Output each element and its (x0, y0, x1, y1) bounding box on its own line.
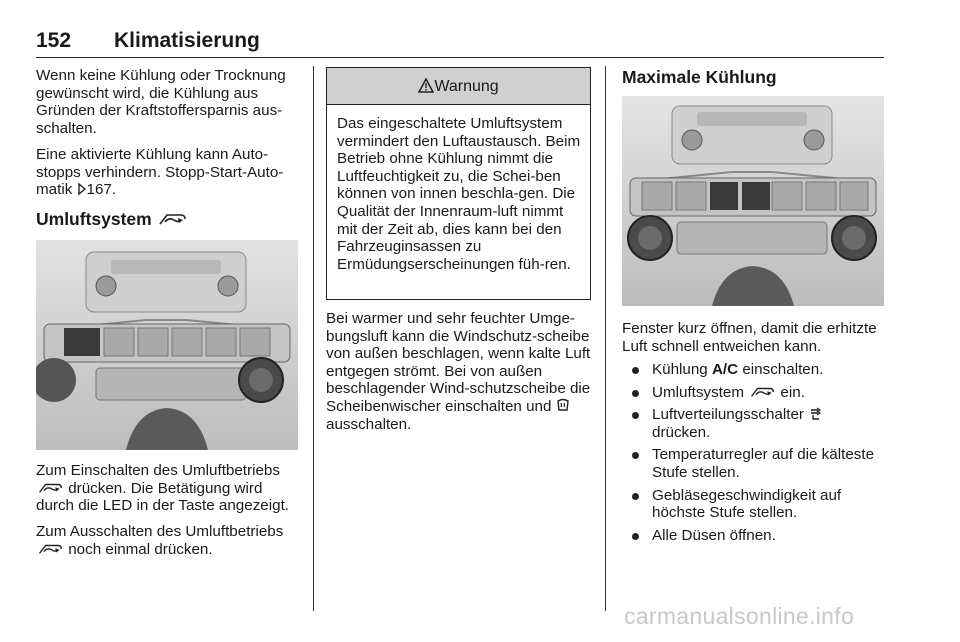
heading-maximale-kuehlung: Maximale Kühlung (622, 67, 777, 87)
windscreen-defrost-icon (556, 398, 570, 413)
paragraph-recirc-off: Zum Ausschalten des Umluftbetriebs noch einmal drücken. (36, 523, 284, 558)
column-divider-1 (313, 66, 314, 611)
heading-umluftsystem: Umluftsystem (36, 209, 187, 230)
paragraph-recirc-on: Zum Einschalten des Umluftbetriebs drücken. Die Betätigung wird durch die LED in der Taste angezeigt. (36, 462, 290, 515)
air-recirculation-icon (157, 211, 187, 227)
photo-max-cooling-controls (622, 96, 884, 306)
column-divider-2 (605, 66, 606, 611)
warning-header (327, 68, 590, 105)
list-item: Kühlung A/C einschalten. (622, 361, 888, 379)
list-item: Luftverteilungsschalter drücken. (622, 406, 888, 441)
paragraph-cooling-off: Wenn keine Kühlung oder Trocknung gewünscht wird, die Kühlung aus Gründen der Kraftstoffersparnis aus-schalten. (36, 67, 286, 137)
air-recirculation-icon (36, 481, 64, 495)
warning-triangle-icon (418, 78, 434, 93)
photo-recirculation-button (36, 240, 298, 450)
paragraph-autostop: Eine aktivierte Kühlung kann Auto-stopps verhindern. Stopp-Start-Auto-matik 167. (36, 146, 284, 199)
warning-box (326, 67, 591, 300)
air-recirculation-icon (748, 385, 776, 399)
page-reference[interactable]: 167 (86, 181, 112, 199)
warning-title: Warnung (434, 78, 499, 95)
page-reference-arrow-icon (77, 182, 87, 196)
page-number: 152 (36, 29, 72, 52)
list-item: Alle Düsen öffnen. (622, 527, 888, 545)
bullet-list (622, 361, 888, 549)
header-rule (36, 57, 884, 58)
paragraph-fogging: Bei warmer und sehr feuchter Umge-bungsluft kann die Windschutz-scheibe von außen beschlagen, wenn kalte Luft entgegen strömt. Bei von außen beschlagender Wind-schutzscheibe die Scheibenwischer einschalten und ausschalten. (326, 310, 591, 433)
air-distribution-icon (808, 406, 822, 421)
list-item: Temperaturregler auf die kälteste Stufe stellen. (622, 446, 888, 481)
warning-text: Das eingeschaltete Umluftsystem vermindert den Luftaustausch. Beim Betrieb ohne Kühlung nimmt die Luftfeuchtigkeit zu, die Schei-ben können von innen beschla-gen. Die Qualität der Innenraum-luft nimmt mit der Zeit ab, dies kann bei den Fahrzeuginsassen zu Ermüdungserscheinungen füh-ren. (337, 115, 581, 273)
list-item: Umluftsystem ein. (622, 384, 888, 402)
watermark: carmanualsonline.info (624, 603, 855, 629)
paragraph-open-windows: Fenster kurz öffnen, damit die erhitzte Luft schnell entweichen kann. (622, 320, 877, 355)
list-item: Gebläsegeschwindigkeit auf höchste Stufe stellen. (622, 487, 888, 522)
air-recirculation-icon (36, 542, 64, 556)
chapter-title: Klimatisierung (114, 29, 260, 52)
